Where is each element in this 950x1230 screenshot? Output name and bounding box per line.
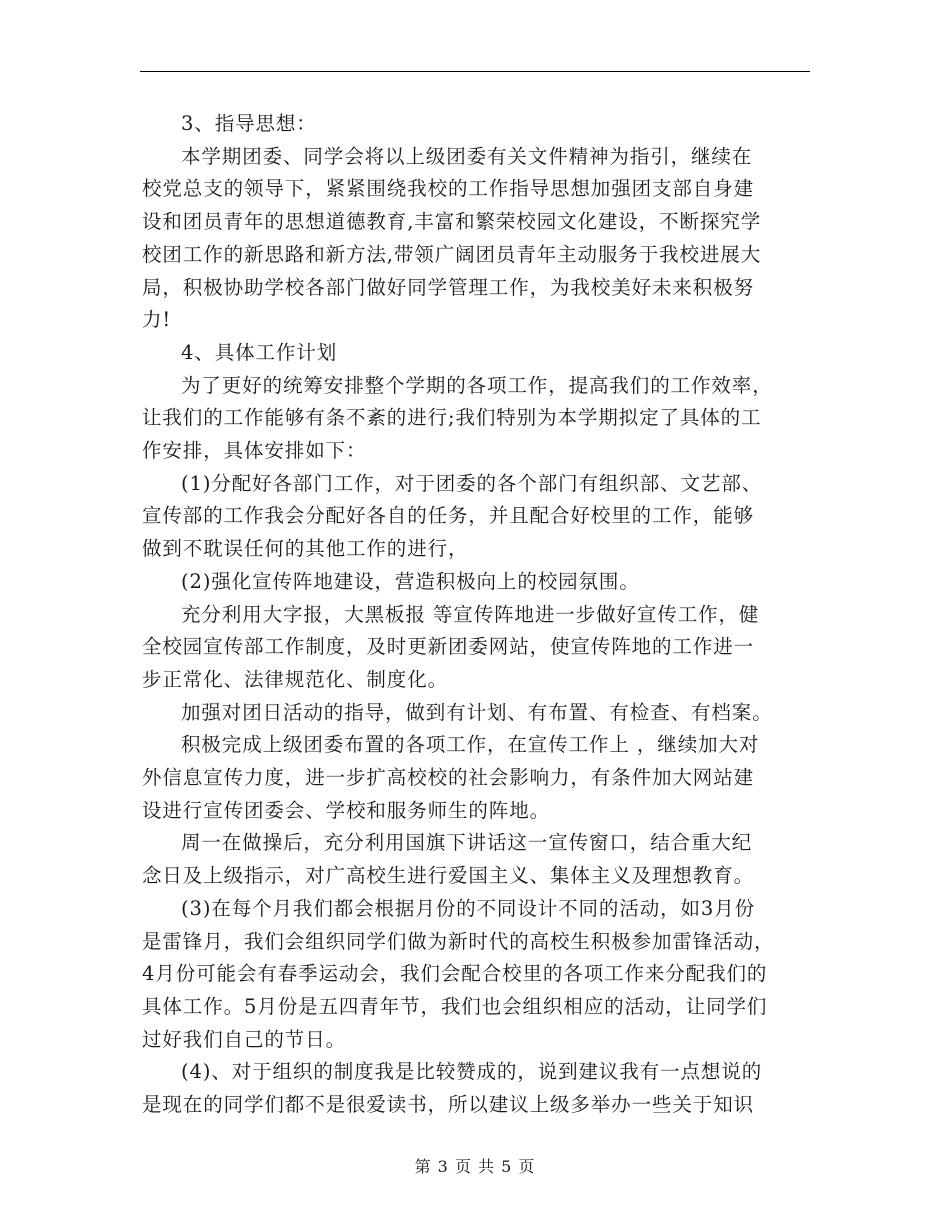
paragraph: 周一在做操后，充分利用国旗下讲话这一宣传窗口，结合重大纪 念日及上级指示，对广高校生进行爱国主义、集体主义及理想教育。 bbox=[142, 831, 755, 888]
heading-work-plan: 4、具体工作计划 bbox=[181, 340, 338, 364]
paragraph: 充分利用大字报，大黑板报 等宣传阵地进一步做好宣传工作，健 全校园宣传部工作制度，及时更新团委网站，使宣传阵地的工作进一 步正常化、法律规范化、制度化。 bbox=[142, 602, 760, 691]
paragraph: (3)在每个月我们都会根据月份的不同设计不同的活动，如3月份 是雷锋月，我们会组织同学们做为新时代的高校生积极参加雷锋活动， 4月份可能会有春季运动会，我们会配合校里的各项工作来分配我们的 具体工作。5月份是五四青年节，我们也会组织相应的活动，让同学们 过好我们自己的节日。 bbox=[142, 896, 775, 1051]
page-number-footer: 第 3 页 共 5 页 bbox=[414, 1157, 536, 1176]
paragraph: 积极完成上级团委布置的各项工作，在宣传工作上 ，继续加大对 外信息宣传力度，进一步扩高校校的社会影响力，有条件加大网站建 设进行宣传团委会、学校和服务师生的阵地。 bbox=[142, 733, 760, 822]
paragraph: 本学期团委、同学会将以上级团委有关文件精神为指引，继续在 校党总支的领导下，紧紧围绕我校的工作指导思想加强团支部自身建 设和团员青年的思想道德教育,丰富和繁荣校园文化建设，不断探究学 校团工作的新思路和新方法,带领广阔团员青年主动服务于我校进展大 局，积极协助学校各部门做好同学管理工作，为我校美好未来积极努 力! bbox=[142, 144, 762, 332]
heading-guiding-ideology: 3、指导思想： bbox=[181, 112, 317, 135]
paragraph: (1)分配好各部门工作，对于团委的各个部门有组织部、文艺部、 宣传部的工作我会分配好各自的任务，并且配合好校里的工作，能够 做到不耽误任何的其他工作的进行， bbox=[142, 471, 763, 561]
paragraph: (4)、对于组织的制度我是比较赞成的，说到建议我有一点想说的 是现在的同学们都不是很爱读书，所以建议上级多举办一些关于知识 bbox=[142, 1060, 763, 1117]
paragraph: 为了更好的统筹安排整个学期的各项工作，提高我们的工作效率， 让我们的工作能够有条不紊的进行;我们特别为本学期拟定了具体的工 作安排，具体安排如下： bbox=[142, 373, 773, 463]
header-rule bbox=[140, 71, 810, 72]
paragraph: 加强对团日活动的指导，做到有计划、有布置、有检查、有档案。 bbox=[181, 700, 773, 724]
document-body bbox=[142, 108, 810, 1122]
paragraph: (2)强化宣传阵地建设，营造积极向上的校园氛围。 bbox=[181, 569, 640, 593]
